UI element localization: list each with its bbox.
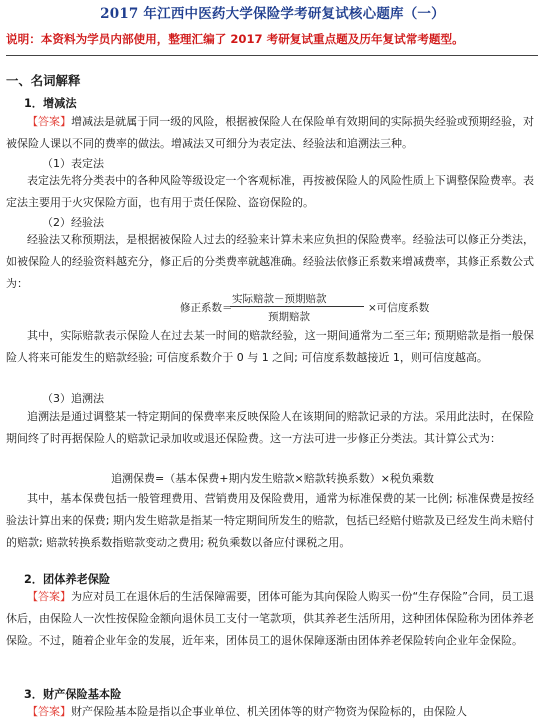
fraction-bar (230, 306, 364, 307)
term-paragraph (6, 111, 534, 155)
paragraph-retrospective-explanation: 其中，基本保费包括一般管理费用、营销费用及保险费用，通常为标准保费的某一比例; 标准保费是按经验法计算出来的保费; 期内发生赔款是指某一特定期间所发生的赔款，包括已经赔付赔款及已经发生尚未赔付的赔款; 赔款转换系数指赔款变动之费用; 税负乘数以备应付课税之用。 (6, 492, 534, 549)
formula-rhs: ×可信度系数 (368, 302, 430, 314)
document-title: 2017 年江西中医药大学保险学考研复试核心题库（一） (100, 6, 445, 22)
answer-tag: 【答案】 (27, 590, 72, 603)
document-notice: 说明：本资料为学员内部使用，整理汇编了 2017 考研复试重点题及历年复试常考题型。 (6, 32, 464, 46)
subheading-retrospective-rating: （3）追溯法 (42, 392, 104, 405)
paragraph-group-pension (6, 586, 534, 652)
subheading-experience-rating: （2）经验法 (42, 216, 104, 229)
formula-numerator: 实际赔款－预期赔款 (232, 293, 327, 305)
answer-tag: 【答案】 (27, 705, 71, 718)
term-heading-group-pension: 2．团体养老保险 (24, 573, 111, 586)
paragraph-text: 为应对员工在退休后的生活保障需要，团体可能为其向保险人购买一份“生存保险”合同，员工退休后，由保险人一次性按保险金额向退休员工支付一笔款项，供其养老生活所用，这种团体保险称为团体养老保险。不过，随着企业年金的发展，近年来，团体员工的退休保障逐渐由团体养老保险转向企业年金保险。 (6, 590, 534, 647)
paragraph-property-basic (6, 701, 534, 723)
term-heading-increase-decrease: 1．增减法 (24, 97, 77, 110)
header-divider (6, 55, 538, 56)
subheading-schedule-rating: （1）表定法 (42, 157, 104, 170)
term-heading-property-basic: 3．财产保险基本险 (24, 688, 122, 701)
modification-factor-formula (180, 291, 430, 325)
paragraph-retrospective-rating: 追溯法是通过调整某一特定期间的保费率来反映保险人在该期间的赔款记录的方法。采用此法时，在保险期间终了时再据保险人的赔款记录加收或退还保险费。这一方法可进一步修正分类法。其计算公式为： (6, 410, 534, 445)
paragraph-text: 增减法是就属于同一级的风险，根据被保险人在保险单有效期间的实际损失经验或预期经验，对被保险人课以不同的费率的做法。增减法又可细分为表定法、经验法和追溯法三种。 (6, 115, 535, 150)
paragraph-formula-explanation: 其中，实际赔款表示保险人在过去某一时间的赔款经验，这一期间通常为二至三年; 预期赔款是指一般保险人将来可能发生的赔款经验; 可信度系数介于 0 与 1 之间; 可信度系数越接近 1，则可信度越高。 (6, 329, 534, 364)
paragraph-experience-rating: 经验法又称预期法，是根据被保险人过去的经验来计算未来应负担的保险费率。经验法可以修正分类法，如被保险人的经验资料越充分，修正后的分类费率就越准确。经验法依修正系数来增减费率，其修正系数公式为： (6, 233, 534, 290)
formula-lhs: 修正系数＝ (180, 302, 233, 314)
formula-denominator: 预期赔款 (268, 311, 310, 323)
paragraph-schedule-rating: 表定法先将分类表中的各种风险等级设定一个客观标准，再按被保险人的风险性质上下调整保险费率。表定法主要用于火灾保险方面，也有用于责任保险、盗窃保险的。 (6, 174, 534, 209)
section-heading-definitions: 一、名词解释 (6, 73, 81, 88)
retrospective-premium-formula: 追溯保费=（基本保费+期内发生赔款×赔款转换系数）×税负乘数 (111, 472, 434, 485)
answer-tag: 【答案】 (27, 115, 72, 128)
paragraph-text: 财产保险基本险是指以企事业单位、机关团体等的财产物资为保险标的，由保险人 (71, 705, 467, 718)
